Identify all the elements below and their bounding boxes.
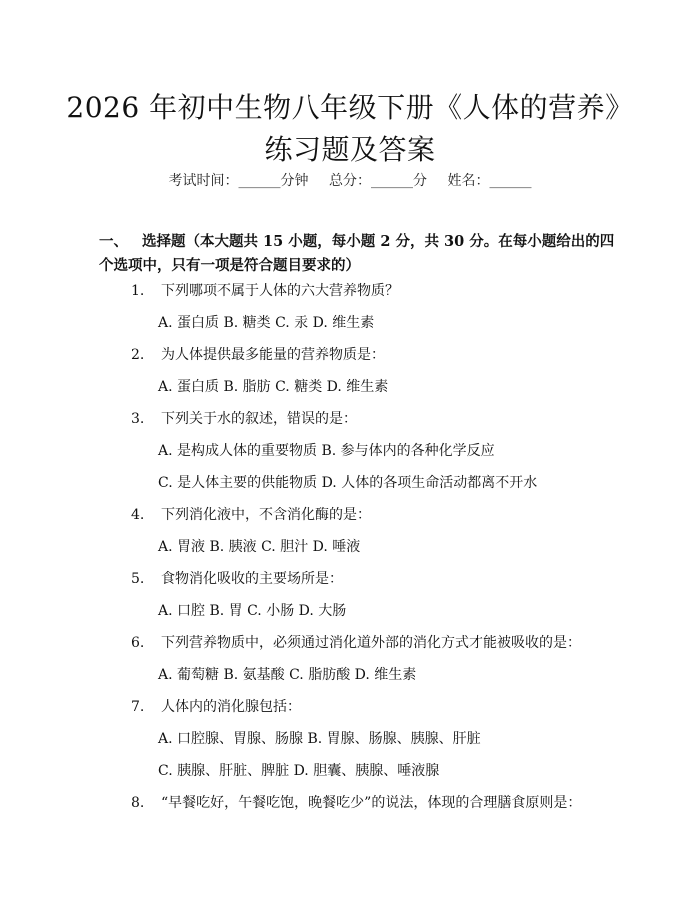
question-text: 人体内的消化腺包括： [161, 699, 301, 715]
section-number: 一、 [99, 233, 128, 250]
question-5 [131, 569, 343, 589]
question-4 [131, 505, 371, 525]
student-name-field: 姓名：______ [447, 173, 532, 189]
question-7-options-line1: A. 口腔腺、胃腺、肠腺 B. 胃腺、肠腺、胰腺、肝脏 [158, 731, 481, 747]
section-heading-text: 选择题（本大题共 15 小题，每小题 2 分，共 30 分。在每小题给出的四个选项中，只有一项是符合题目要求的） [99, 233, 615, 274]
question-8 [131, 793, 581, 813]
question-3-options-line2: C. 是人体主要的供能物质 D. 人体的各项生命活动都离不开水 [158, 475, 538, 491]
question-6 [131, 633, 581, 653]
question-text: 下列关于水的叙述，错误的是： [161, 411, 357, 427]
question-text: “早餐吃好，午餐吃饱，晚餐吃少”的说法，体现的合理膳食原则是： [161, 795, 582, 811]
total-score-field: 总分：______分 [329, 173, 427, 189]
question-text: 下列消化液中，不含消化酶的是： [161, 507, 371, 523]
question-text: 为人体提供最多能量的营养物质是： [161, 347, 385, 363]
question-2-options: A. 蛋白质 B. 脂肪 C. 糖类 D. 维生素 [158, 379, 389, 395]
section-heading [99, 230, 619, 278]
question-number: 2. [131, 347, 145, 363]
question-number: 6. [131, 635, 145, 651]
question-number: 4. [131, 507, 145, 523]
question-text: 下列营养物质中，必须通过消化道外部的消化方式才能被吸收的是： [161, 635, 581, 651]
document-title-line1: 2026 年初中生物八年级下册《人体的营养》 [66, 91, 634, 124]
exam-meta [0, 170, 700, 190]
question-1-options: A. 蛋白质 B. 糖类 C. 汞 D. 维生素 [158, 315, 375, 331]
question-text: 下列哪项不属于人体的六大营养物质？ [161, 283, 399, 299]
question-number: 7. [131, 699, 145, 715]
question-4-options: A. 胃液 B. 胰液 C. 胆汁 D. 唾液 [158, 539, 361, 555]
question-5-options: A. 口腔 B. 胃 C. 小肠 D. 大肠 [158, 603, 347, 619]
question-number: 5. [131, 571, 145, 587]
question-2 [131, 345, 385, 365]
question-3 [131, 409, 357, 429]
exam-time-field: 考试时间：______分钟 [168, 173, 309, 189]
question-text: 食物消化吸收的主要场所是： [161, 571, 343, 587]
question-1 [131, 281, 399, 301]
question-3-options-line1: A. 是构成人体的重要物质 B. 参与体内的各种化学反应 [158, 443, 495, 459]
question-number: 8. [131, 795, 145, 811]
question-6-options: A. 葡萄糖 B. 氨基酸 C. 脂肪酸 D. 维生素 [158, 667, 417, 683]
question-number: 1. [131, 283, 145, 299]
document-title-line2: 练习题及答案 [264, 133, 436, 166]
question-7 [131, 697, 301, 717]
question-7-options-line2: C. 胰腺、肝脏、脾脏 D. 胆囊、胰腺、唾液腺 [158, 763, 440, 779]
question-number: 3. [131, 411, 145, 427]
